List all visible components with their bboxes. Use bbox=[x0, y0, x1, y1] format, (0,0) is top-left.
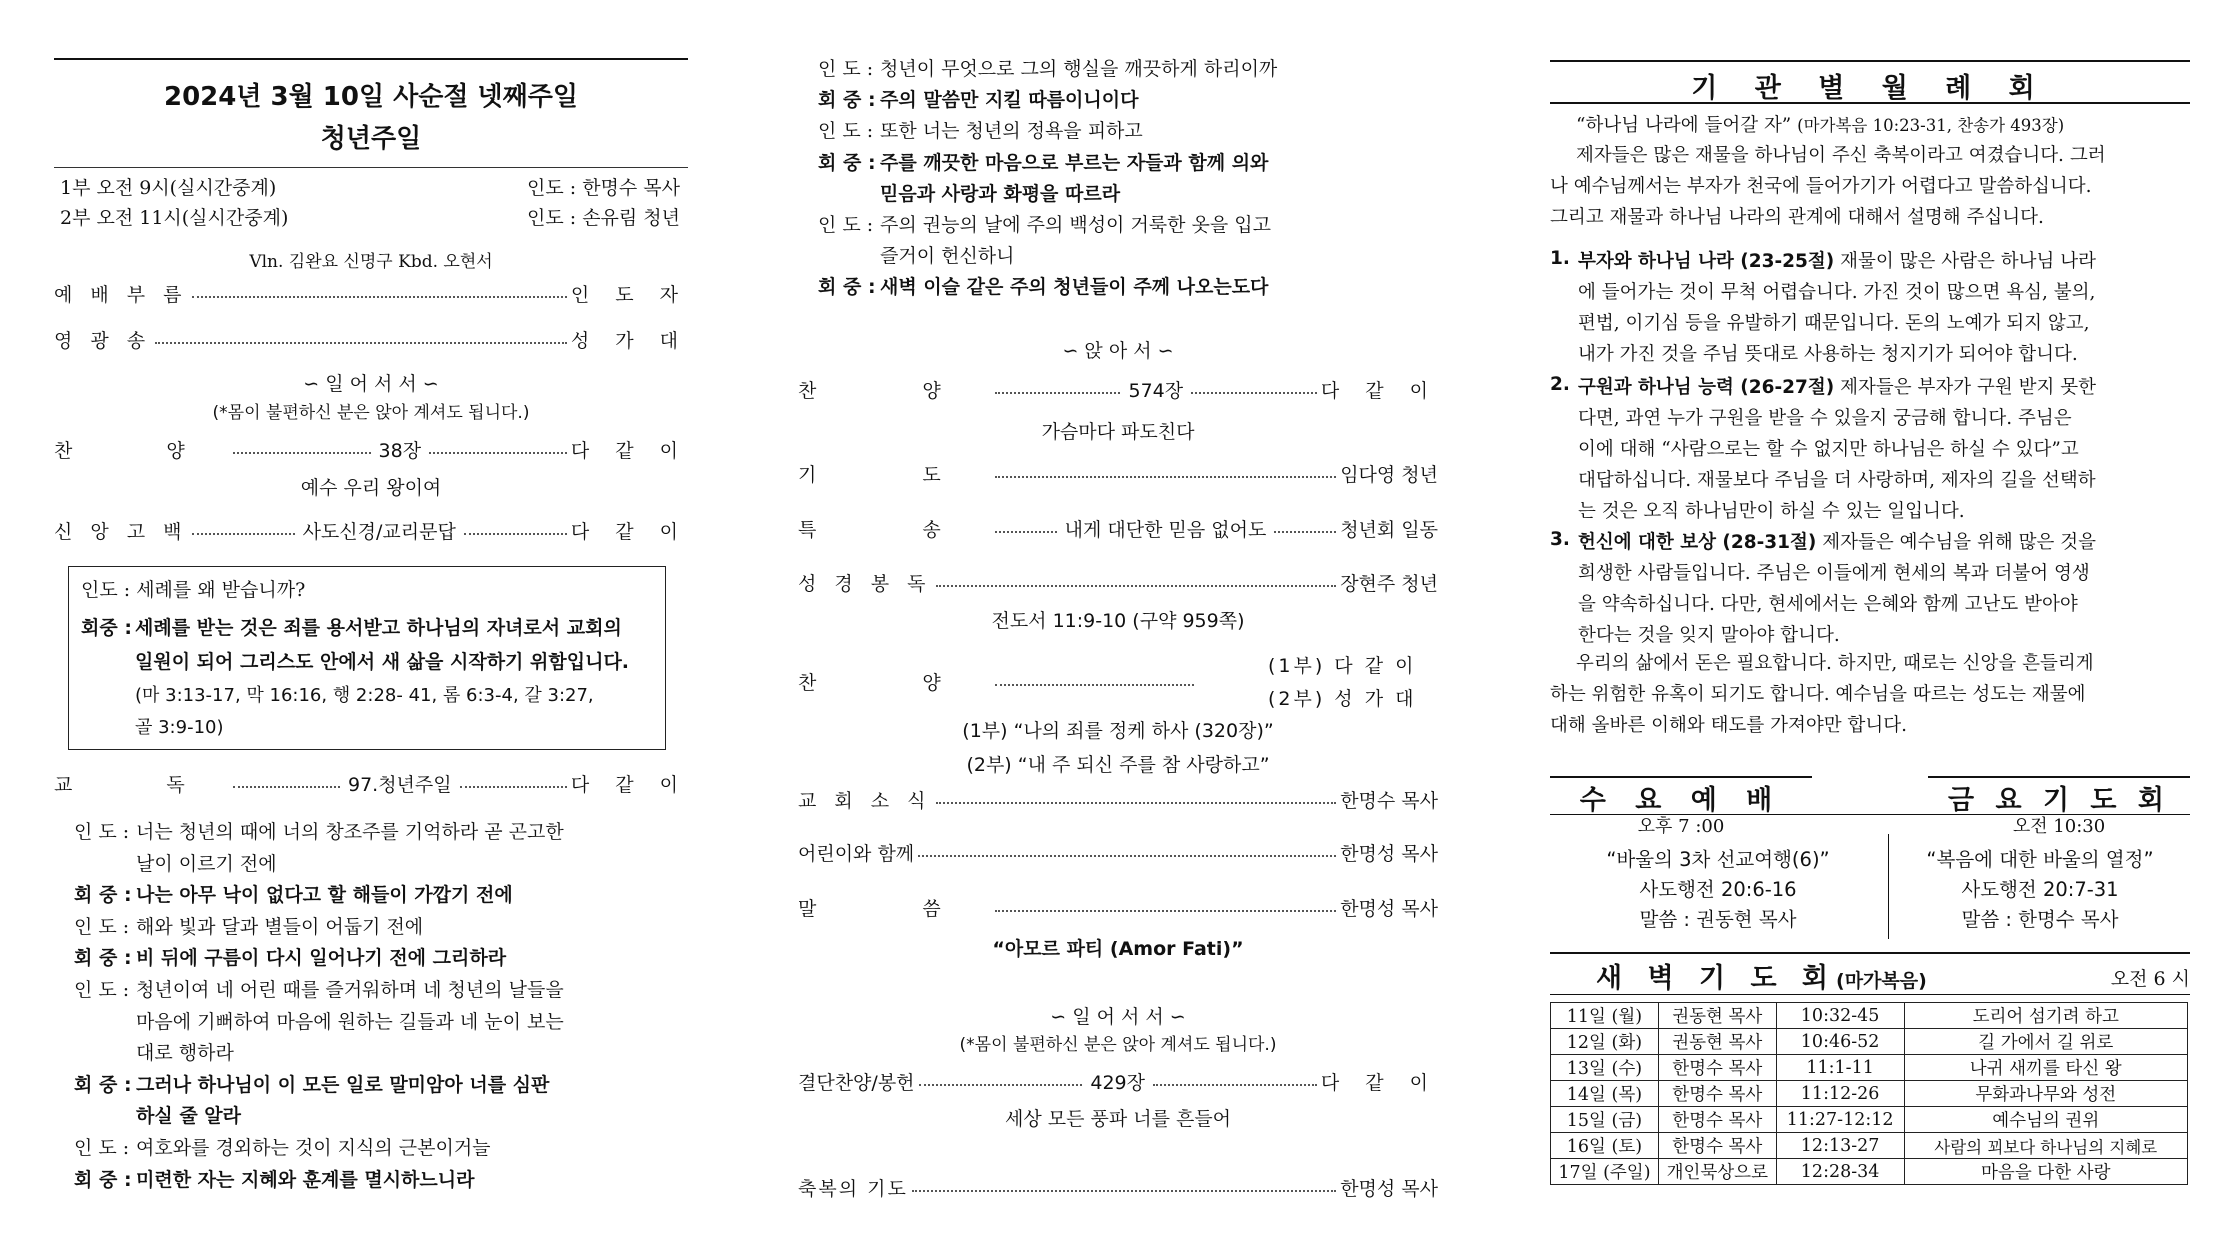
point-line: 이에 대해 “사람으로는 할 수 없지만 하나님은 하실 수 있다”고 bbox=[1578, 439, 2079, 460]
schedule-date: 15일 (금) bbox=[1551, 1107, 1659, 1133]
dawn-prayer-time: 오전 6 시 bbox=[2110, 968, 2190, 990]
reading-line bbox=[818, 179, 1458, 210]
point-line: 는 것은 오직 하나님만이 하실 수 있는 일입니다. bbox=[1578, 501, 1965, 522]
schedule-title: 예수님의 권위 bbox=[1904, 1107, 2187, 1133]
reading-line bbox=[818, 148, 1458, 179]
benediction-row: 축복의 기도 한명성 목사 bbox=[798, 1177, 1438, 1200]
reading-speaker: 인 도 : bbox=[74, 1137, 130, 1159]
reading-speaker: 인 도 : bbox=[818, 120, 874, 143]
wednesday-sermon: “바울의 3차 선교여행(6)” bbox=[1606, 848, 1830, 871]
reading-text: 그러나 하나님이 이 모든 일로 말미암아 너를 심판 bbox=[136, 1073, 550, 1096]
reading-text: 여호와를 경외하는 것이 지식의 근본이거늘 bbox=[136, 1137, 491, 1159]
friday-time: 오전 10:30 bbox=[2012, 816, 2106, 837]
choir-song-1: (1부) “나의 죄를 정케 하사 (320장)” bbox=[962, 720, 1274, 742]
service-2 bbox=[60, 203, 680, 230]
top-rule bbox=[54, 58, 688, 60]
schedule-passage: 11:12-26 bbox=[1776, 1081, 1904, 1107]
reading-text: 청년이 무엇으로 그의 행실을 깨끗하게 하리이까 bbox=[880, 58, 1278, 80]
reading-text: 주를 깨끗한 마음으로 부르는 자들과 함께 의와 bbox=[880, 151, 1269, 174]
schedule-preacher: 한명수 목사 bbox=[1658, 1081, 1776, 1107]
point-heading: 헌신에 대한 보상 (28-31절) bbox=[1578, 532, 1817, 553]
catechism-answer-line1: 세례를 받는 것은 죄를 용서받고 하나님의 자녀로서 교회의 bbox=[135, 617, 622, 639]
gloria-row: 영 광 송 성 가 대 bbox=[54, 329, 688, 352]
point-line: 한다는 것을 잊지 말아야 합니다. bbox=[1578, 625, 1840, 646]
schedule-preacher: 한명수 목사 bbox=[1658, 1107, 1776, 1133]
reading-text: 즐거이 헌신하니 bbox=[880, 245, 1015, 268]
schedule-passage: 10:46-52 bbox=[1776, 1029, 1904, 1055]
reading-line bbox=[74, 1070, 714, 1101]
friday-preacher: 말씀 : 한명수 목사 bbox=[1961, 908, 2119, 931]
service-label: 2부 오전 11시(실시간중계) bbox=[60, 207, 289, 229]
choir-2nd-service: (2부) 성 가 대 bbox=[1268, 688, 1417, 710]
point-heading: 부자와 하나님 나라 (23-25절) bbox=[1578, 251, 1835, 272]
stand-note: (*몸이 불편하신 분은 앉아 계셔도 됩니다.) bbox=[212, 403, 530, 423]
schedule-preacher: 권동현 목사 bbox=[1658, 1029, 1776, 1055]
bulletin-title: 2024년 3월 10일 사순절 넷째주일 bbox=[163, 82, 578, 112]
reading-speaker: 회 중 : bbox=[74, 1168, 132, 1191]
reading-line bbox=[74, 849, 714, 880]
friday-sermon: “복음에 대한 바울의 열정” bbox=[1926, 848, 2154, 871]
reading-line bbox=[74, 880, 714, 911]
schedule-passage: 11:1-11 bbox=[1776, 1055, 1904, 1081]
children-time-row: 어린이와 함께 한명성 목사 bbox=[798, 842, 1438, 865]
stand-instruction: ∽ 일 어 서 서 ∽ bbox=[303, 373, 439, 395]
schedule-passage: 11:27-12:12 bbox=[1776, 1107, 1904, 1133]
responsive-reading-row: 교 독 97.청년주일 다 같 이 bbox=[54, 773, 689, 796]
special-music-row: 특 송 내게 대단한 믿음 없어도 청년회 일동 bbox=[798, 518, 1439, 541]
hymn-title: 예수 우리 왕이여 bbox=[300, 477, 442, 499]
reading-text: 대로 행하라 bbox=[136, 1042, 234, 1065]
schedule-row bbox=[1551, 1159, 2188, 1185]
reading-speaker: 회 중 : bbox=[818, 276, 876, 299]
scripture-reading-row: 성 경 봉 독 장현주 청년 bbox=[798, 572, 1438, 595]
reading-text: 비 뒤에 구름이 다시 일어나기 전에 그리하라 bbox=[136, 947, 507, 970]
reading-speaker: 인 도 : bbox=[74, 915, 130, 938]
schedule-row bbox=[1551, 1029, 2188, 1055]
reading-text: 청년이여 네 어린 때를 즐거워하며 네 청년의 날들을 bbox=[136, 979, 564, 1001]
point-line bbox=[1578, 372, 2190, 403]
wednesday-time: 오후 7 :00 bbox=[1637, 816, 1725, 837]
choir-song-2: (2부) “내 주 되신 주를 참 사랑하고” bbox=[966, 754, 1270, 776]
point-line: 대답하십니다. 재물보다 주님을 더 사랑하며, 제자의 길을 선택하 bbox=[1578, 470, 2096, 491]
choir-row: 찬 양 bbox=[798, 666, 1198, 696]
point-text: 재물이 많은 사람은 하나님 나라 bbox=[1840, 251, 2096, 272]
catechism-box bbox=[68, 566, 666, 750]
reading-line bbox=[818, 116, 1458, 147]
schedule-row bbox=[1551, 1107, 2188, 1133]
reading-line bbox=[818, 54, 1458, 85]
catechism-refs-line1: (마 3:13-17, 막 16:16, 행 2:28- 41, 롬 6:3-4, 갈 3:27, bbox=[135, 685, 594, 706]
dawn-prayer-schedule bbox=[1550, 1002, 2188, 1185]
schedule-date: 17일 (주일) bbox=[1551, 1159, 1659, 1185]
point-line: 내가 가진 것을 주님 뜻대로 사용하는 청지기가 되어야 합니다. bbox=[1578, 344, 2078, 365]
schedule-preacher: 권동현 목사 bbox=[1658, 1003, 1776, 1029]
reading-text: 날이 이르기 전에 bbox=[136, 852, 277, 875]
reading-text: 미련한 자는 지혜와 훈계를 멸시하느니라 bbox=[136, 1168, 475, 1191]
sit-instruction: ∽ 앉 아 서 ∽ bbox=[1062, 340, 1174, 362]
closing-line: 우리의 삶에서 돈은 필요합니다. 하지만, 때로는 신앙을 흔들리게 bbox=[1576, 653, 2094, 674]
schedule-preacher: 개인묵상으로 bbox=[1658, 1159, 1776, 1185]
hymn-title: 가슴마다 파도친다 bbox=[1041, 421, 1195, 443]
reading-text: 또한 너는 청년의 정욕을 피하고 bbox=[880, 120, 1143, 143]
reading-line bbox=[74, 912, 714, 943]
catechism-response-label: 회중 : bbox=[81, 617, 132, 639]
reading-line bbox=[818, 272, 1458, 303]
reading-text: 새벽 이슬 같은 주의 청년들이 주께 나오는도다 bbox=[880, 276, 1269, 299]
schedule-title: 도리어 섬기려 하고 bbox=[1904, 1003, 2187, 1029]
point-number: 1. bbox=[1550, 248, 1570, 269]
point-number: 2. bbox=[1550, 374, 1570, 395]
reading-line bbox=[818, 210, 1458, 241]
reading-line bbox=[818, 85, 1458, 116]
dedication-row: 결단찬양/봉헌 429장 다 같 이 bbox=[798, 1071, 1438, 1094]
point-heading: 구원과 하나님 능력 (26-27절) bbox=[1578, 377, 1835, 398]
reading-speaker: 인 도 : bbox=[818, 214, 874, 236]
stand-note: (*몸이 불편하신 분은 앉아 계셔도 됩니다.) bbox=[959, 1035, 1277, 1055]
reading-text: 마음에 기뻐하여 마음에 원하는 길들과 네 눈이 보는 bbox=[136, 1010, 564, 1033]
reading-text: 너는 청년의 때에 너의 창조주를 기억하라 곧 곤고한 bbox=[136, 821, 564, 843]
closing-line: 대해 올바른 이해와 태도를 가져야만 합니다. bbox=[1550, 715, 1907, 736]
reading-speaker: 인 도 : bbox=[74, 821, 130, 843]
intro-line: 그리고 재물과 하나님 나라의 관계에 대해서 설명해 주십니다. bbox=[1550, 207, 2044, 228]
reading-text: 주의 말씀만 지킬 따름이니이다 bbox=[880, 89, 1139, 112]
reading-speaker: 회 중 : bbox=[74, 947, 132, 970]
prayer-row: 기 도 임다영 청년 bbox=[798, 463, 1438, 486]
reading-line bbox=[818, 241, 1458, 272]
schedule-date: 13일 (수) bbox=[1551, 1055, 1659, 1081]
schedule-passage: 12:13-27 bbox=[1776, 1133, 1904, 1159]
schedule-title: 무화과나무와 성전 bbox=[1904, 1081, 2187, 1107]
reading-speaker: 인 도 : bbox=[74, 979, 130, 1001]
service-leader: 인도 : 한명수 목사 bbox=[527, 177, 680, 199]
schedule-passage: 10:32-45 bbox=[1776, 1003, 1904, 1029]
reading-speaker: 인 도 : bbox=[818, 58, 874, 80]
point-number: 3. bbox=[1550, 529, 1570, 550]
church-news-row: 교 회 소 식 한명수 목사 bbox=[798, 789, 1438, 812]
dedication-hymn-title: 세상 모든 풍파 너를 흔들어 bbox=[1004, 1108, 1232, 1130]
stand-instruction: ∽ 일 어 서 서 ∽ bbox=[1050, 1006, 1186, 1028]
reading-text: 나는 아무 낙이 없다고 할 해들이 가깝기 전에 bbox=[136, 884, 513, 907]
study-theme: “하나님 나라에 들어갈 자” (마가복음 10:23-31, 찬송가 493장) bbox=[1576, 115, 2065, 136]
monthly-meeting-header: 기 관 별 월 례 회 bbox=[1691, 73, 2049, 104]
schedule-title: 마음을 다한 사랑 bbox=[1904, 1159, 2187, 1185]
catechism-refs-line2: 골 3:9-10) bbox=[135, 717, 224, 738]
schedule-date: 11일 (월) bbox=[1551, 1003, 1659, 1029]
hymn-row: 찬 양 574장 다 같 이 bbox=[798, 379, 1438, 402]
reading-speaker: 회 중 : bbox=[818, 89, 876, 112]
reading-line bbox=[74, 1101, 714, 1132]
scripture-reference: 전도서 11:9-10 (구약 959쪽) bbox=[991, 610, 1245, 632]
catechism-question: 인도 : 세례를 왜 받습니까? bbox=[81, 579, 306, 601]
musicians: Vln. 김완요 신명구 Kbd. 오현서 bbox=[249, 252, 493, 272]
reading-line bbox=[74, 1007, 714, 1038]
wednesday-scripture: 사도행전 20:6-16 bbox=[1639, 878, 1797, 901]
call-to-worship-row: 예 배 부 름 인 도 자 bbox=[54, 283, 688, 306]
hymn-row: 찬 양 38장 다 같 이 bbox=[54, 439, 688, 462]
point-line bbox=[1578, 246, 2190, 277]
catechism-answer-line2: 일원이 되어 그리스도 안에서 새 삶을 시작하기 위함입니다. bbox=[135, 651, 630, 673]
schedule-row bbox=[1551, 1133, 2188, 1159]
point-line: 을 약속하십니다. 다만, 현세에서는 은혜와 함께 고난도 받아야 bbox=[1578, 594, 2078, 615]
schedule-date: 16일 (토) bbox=[1551, 1133, 1659, 1159]
point-line: 편법, 이기심 등을 유발하기 때문입니다. 돈의 노예가 되지 않고, bbox=[1578, 313, 2090, 334]
schedule-title: 나귀 새끼를 타신 왕 bbox=[1904, 1055, 2187, 1081]
point-line bbox=[1578, 527, 2190, 558]
schedule-row bbox=[1551, 1003, 2188, 1029]
reading-speaker: 회 중 : bbox=[74, 1073, 132, 1096]
bulletin-subtitle: 청년주일 bbox=[320, 124, 422, 154]
service-label: 1부 오전 9시(실시간중계) bbox=[60, 177, 277, 199]
schedule-row bbox=[1551, 1081, 2188, 1107]
reading-line bbox=[74, 943, 714, 974]
reading-line bbox=[74, 975, 714, 1006]
schedule-title: 사람의 꾀보다 하나님의 지혜로 bbox=[1904, 1133, 2187, 1159]
service-leader: 인도 : 손유림 청년 bbox=[527, 207, 680, 229]
dawn-prayer-title: 새 벽 기 도 회(마가복음) bbox=[1596, 963, 1927, 994]
reading-line bbox=[74, 817, 714, 848]
reading-line bbox=[74, 1165, 714, 1196]
point-line: 희생한 사람들입니다. 주님은 이들에게 현세의 복과 더불어 영생 bbox=[1578, 563, 2090, 584]
point-text: 제자들은 부자가 구원 받지 못한 bbox=[1840, 377, 2096, 398]
point-text: 제자들은 예수님을 위해 많은 것을 bbox=[1822, 532, 2096, 553]
reading-speaker: 회 중 : bbox=[818, 151, 876, 174]
schedule-row bbox=[1551, 1055, 2188, 1081]
friday-scripture: 사도행전 20:7-31 bbox=[1961, 878, 2119, 901]
sermon-row: 말 씀 한명성 목사 bbox=[798, 897, 1438, 920]
schedule-date: 14일 (목) bbox=[1551, 1081, 1659, 1107]
reading-text: 주의 권능의 날에 주의 백성이 거룩한 옷을 입고 bbox=[880, 214, 1272, 236]
service-1 bbox=[60, 173, 680, 200]
friday-prayer-title: 금 요 기 도 회 bbox=[1947, 785, 2170, 816]
reading-text: 믿음과 사랑과 화평을 따르라 bbox=[880, 182, 1121, 205]
reading-speaker: 회 중 : bbox=[74, 884, 132, 907]
wednesday-preacher: 말씀 : 권동현 목사 bbox=[1639, 908, 1797, 931]
reading-line bbox=[74, 1133, 714, 1164]
choir-1st-service: (1부) 다 같 이 bbox=[1268, 655, 1417, 677]
schedule-preacher: 한명수 목사 bbox=[1658, 1055, 1776, 1081]
closing-line: 하는 위험한 유혹이 되기도 합니다. 예수님을 따르는 성도는 재물에 bbox=[1550, 684, 2086, 705]
schedule-date: 12일 (화) bbox=[1551, 1029, 1659, 1055]
wednesday-service-title: 수 요 예 배 bbox=[1579, 785, 1783, 816]
intro-line: 나 예수님께서는 부자가 천국에 들어가기가 어렵다고 말씀하십니다. bbox=[1550, 176, 2092, 197]
reading-text: 해와 빛과 달과 별들이 어둡기 전에 bbox=[136, 915, 424, 938]
point-line: 에 들어가는 것이 무척 어렵습니다. 가진 것이 많으면 욕심, 불의, bbox=[1578, 282, 2096, 303]
intro-line: 제자들은 많은 재물을 하나님이 주신 축복이라고 여겼습니다. 그러 bbox=[1576, 145, 2106, 166]
title-rule bbox=[54, 167, 688, 168]
schedule-preacher: 한명수 목사 bbox=[1658, 1133, 1776, 1159]
sermon-title: “아모르 파티 (Amor Fati)” bbox=[992, 938, 1244, 960]
schedule-passage: 12:28-34 bbox=[1776, 1159, 1904, 1185]
reading-line bbox=[74, 1038, 714, 1069]
reading-text: 하실 줄 알라 bbox=[136, 1105, 241, 1128]
point-line: 다면, 과연 누가 구원을 받을 수 있을지 궁금해 합니다. 주님은 bbox=[1578, 408, 2072, 429]
schedule-title: 길 가에서 길 위로 bbox=[1904, 1029, 2187, 1055]
creed-row: 신 앙 고 백 사도신경/교리문답 다 같 이 bbox=[54, 520, 688, 543]
